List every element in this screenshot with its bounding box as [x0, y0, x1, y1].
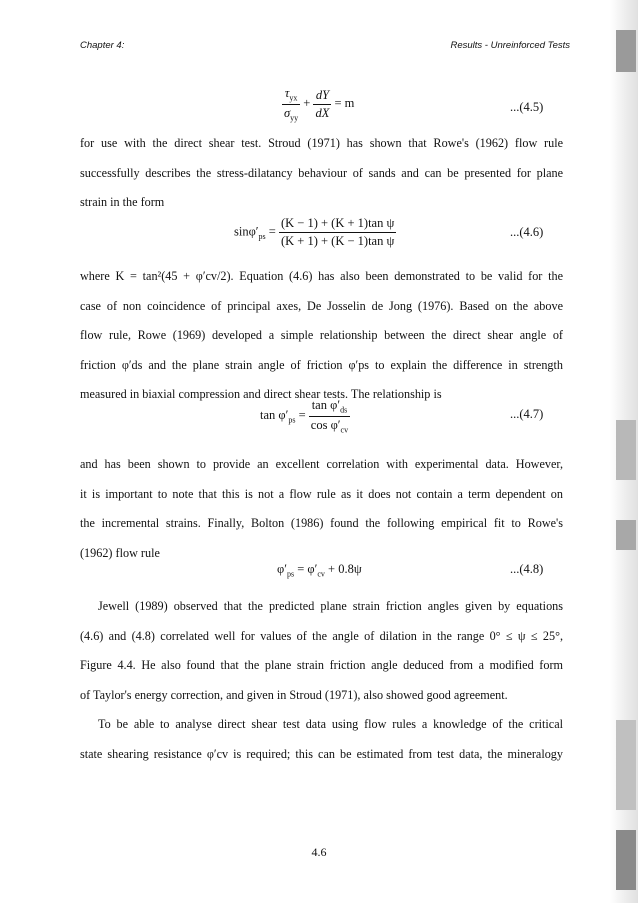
text-line: of Taylor's energy correction, and given in Stroud (1971), also showed good agreement.	[80, 687, 508, 702]
text-line: To be able to analyse direct shear test data using flow rules a knowledge of the critical	[98, 717, 563, 731]
text-line: measured in biaxial compression and direct shear tests. The relationship is	[80, 387, 442, 401]
text-line: where K = tan²(45 + φ′cv/2). Equation (4.6) has also been demonstrated to be valid for the	[80, 269, 563, 283]
text-line: the incremental strains. Finally, Bolton (1986) found the following empirical fit to Rowe's	[80, 516, 563, 530]
fraction-displacement-ratio: $\frac{dY}{dX}$	[315, 87, 330, 120]
text-line: successfully describes the stress-dilatancy behaviour of sands and can be presented for plane	[80, 165, 563, 180]
equation-4-8: $\varphi'_{ps} = \varphi'_{cv} + 0.8\psi$	[277, 562, 362, 579]
equation-number-4-7: ...(4.7)	[510, 407, 544, 421]
paragraph-1	[80, 129, 563, 218]
text-line: flow rule, Rowe (1969) developed a simple relationship between the direct shear angle of	[80, 328, 563, 342]
text-line: Figure 4.4. He also found that the plane strain friction angle deduced from a modified form	[80, 658, 563, 672]
section-header: Results - Unreinforced Tests	[450, 40, 570, 51]
equation-number-4-8: ...(4.8)	[510, 562, 544, 576]
fraction-flow-rule: $\frac{\text{(K − 1) + (K + 1)tan ψ}}{\text{(K + 1) + (K − 1)tan ψ}}$	[280, 216, 395, 248]
paragraph-4	[80, 592, 563, 710]
text-line: strain in the form	[80, 195, 165, 209]
text-line: (4.6) and (4.8) correlated well for values of the angle of dilation in the range 0° ≤ ψ ≤ 25°,	[80, 628, 563, 643]
page-number: 4.6	[311, 845, 327, 859]
text-line: Jewell (1989) observed that the predicted plane strain friction angles given by equations	[98, 599, 563, 613]
text-line: and has been shown to provide an excellent correlation with experimental data. However,	[80, 457, 563, 471]
fraction-rowe-relationship: $\frac{\tan \varphi'_{ds}}{\cos \varphi'_{cv}}$	[310, 398, 349, 434]
text-line: friction φ′ds and the plane strain angle of friction φ′ps to explain the difference in strength	[80, 357, 563, 372]
fraction-stress-ratio: $\frac{\tau_{yx}}{\sigma_{yy}}$	[284, 86, 299, 122]
scan-edge-shadow	[610, 0, 638, 903]
text-line: state shearing resistance φ′cv is required; this can be estimated from test data, the mineralogy	[80, 746, 563, 761]
equation-4-5: $\frac{\tau_{yx}}{\sigma_{yy}}$ + $\frac{dY}{dX}$ = m	[284, 86, 355, 122]
paragraph-2	[80, 262, 563, 410]
equation-number-4-5: ...(4.5)	[510, 100, 544, 114]
paragraph-3	[80, 450, 563, 568]
equation-number-4-6: ...(4.6)	[510, 225, 544, 239]
text-line: (1962) flow rule	[80, 545, 160, 560]
equation-4-7: $\tan \varphi'_{ps}$ = $\frac{\tan \varphi'_{ds}}{\cos \varphi'_{cv}}$	[260, 398, 349, 434]
text-line: case of non coincidence of principal axes, De Josselin de Jong (1976). Based on the above	[80, 298, 563, 313]
equation-4-6: $\sin\varphi'_{ps}$ = $\frac{\text{(K − 1) + (K + 1)tan ψ}}{\text{(K + 1) + (K − 1)tan ψ}}$	[234, 216, 395, 248]
text-line: it is important to note that this is not a flow rule as it does not contain a term dependent on	[80, 486, 563, 501]
text-line: for use with the direct shear test. Stroud (1971) has shown that Rowe's (1962) flow rule	[80, 136, 563, 150]
chapter-header: Chapter 4:	[80, 40, 125, 51]
paragraph-5	[80, 710, 563, 769]
